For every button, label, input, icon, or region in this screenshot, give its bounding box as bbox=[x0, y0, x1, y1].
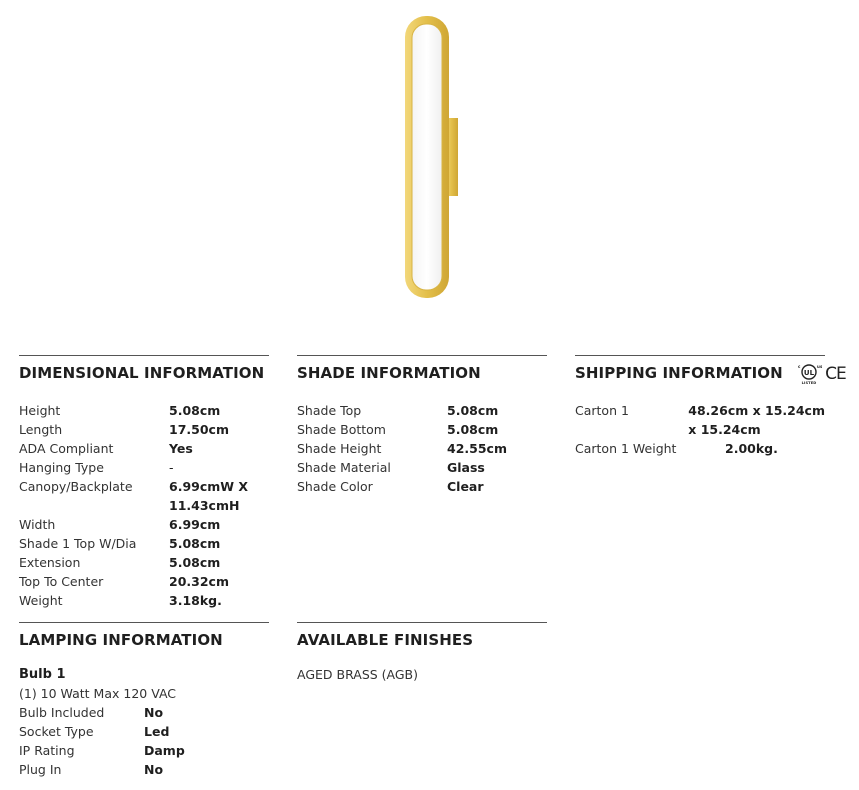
finishes-title: AVAILABLE FINISHES bbox=[297, 631, 474, 649]
dim-row-top-to-center bbox=[19, 572, 269, 591]
lamp-label: Socket Type bbox=[19, 724, 94, 739]
bulb-title: Bulb 1 bbox=[19, 667, 66, 682]
ship-value-line1: 48.26cm x 15.24cm bbox=[688, 403, 825, 418]
dim-row-height bbox=[19, 401, 269, 420]
shade-label: Shade Bottom bbox=[297, 422, 386, 437]
dim-value: 5.08cm bbox=[169, 555, 221, 570]
lamp-label: Bulb Included bbox=[19, 705, 105, 720]
dim-label: Shade 1 Top W/Dia bbox=[19, 536, 137, 551]
dim-row-hanging bbox=[19, 458, 269, 477]
ship-label: Carton 1 Weight bbox=[575, 441, 677, 456]
dim-row-ada bbox=[19, 439, 269, 458]
shade-value: Clear bbox=[447, 479, 484, 494]
dim-row-canopy bbox=[19, 477, 269, 515]
glass-shade bbox=[412, 24, 442, 290]
shade-row bbox=[297, 439, 547, 458]
dimensional-section bbox=[19, 355, 269, 610]
dimensional-title: DIMENSIONAL INFORMATION bbox=[19, 364, 265, 382]
shade-label: Shade Material bbox=[297, 460, 391, 475]
dim-label: Height bbox=[19, 403, 61, 418]
dim-label: Canopy/Backplate bbox=[19, 479, 133, 494]
lamp-value: No bbox=[144, 762, 164, 777]
lamping-section bbox=[19, 622, 269, 779]
ship-label: Carton 1 bbox=[575, 403, 629, 418]
lamp-row bbox=[19, 703, 269, 722]
shade-section bbox=[297, 355, 547, 496]
dim-value-line1: 6.99cmW X bbox=[169, 479, 249, 494]
bulb-description: (1) 10 Watt Max 120 VAC bbox=[19, 686, 177, 701]
lamp-row bbox=[19, 722, 269, 741]
ce-mark-icon: CE bbox=[825, 363, 846, 384]
finish-item: AGED BRASS (AGB) bbox=[297, 667, 419, 682]
ul-listed-text: LISTED bbox=[801, 380, 817, 385]
shade-row bbox=[297, 420, 547, 439]
dim-label: Length bbox=[19, 422, 63, 437]
shade-value: 5.08cm bbox=[447, 403, 499, 418]
dim-row-width bbox=[19, 515, 269, 534]
shade-rows bbox=[297, 401, 547, 496]
shade-title: SHADE INFORMATION bbox=[297, 364, 481, 382]
dim-label: Top To Center bbox=[19, 574, 104, 589]
dim-value: Yes bbox=[169, 441, 193, 456]
dim-value: 5.08cm bbox=[169, 403, 221, 418]
dimensional-rows bbox=[19, 401, 269, 610]
ship-value: 2.00kg. bbox=[725, 441, 778, 456]
dim-label: Width bbox=[19, 517, 56, 532]
ship-row-carton bbox=[575, 401, 825, 439]
shipping-title-line bbox=[575, 362, 846, 385]
product-image bbox=[403, 14, 463, 300]
shade-label: Shade Color bbox=[297, 479, 373, 494]
dim-value: 3.18kg. bbox=[169, 593, 222, 608]
lamping-title: LAMPING INFORMATION bbox=[19, 631, 223, 649]
lamping-rows bbox=[19, 703, 269, 779]
certification-marks bbox=[796, 363, 846, 385]
ul-mark-text: UL bbox=[803, 368, 815, 377]
dim-value: 17.50cm bbox=[169, 422, 229, 437]
shade-value: 5.08cm bbox=[447, 422, 499, 437]
shipping-section bbox=[575, 355, 846, 458]
dim-row-weight bbox=[19, 591, 269, 610]
ship-value bbox=[688, 401, 825, 439]
ship-value-line2: x 15.24cm bbox=[688, 422, 761, 437]
finishes-section bbox=[297, 622, 547, 684]
shade-label: Shade Height bbox=[297, 441, 382, 456]
dim-label: ADA Compliant bbox=[19, 441, 114, 456]
dim-label: Extension bbox=[19, 555, 81, 570]
svg-text:c: c bbox=[798, 363, 801, 369]
shade-label: Shade Top bbox=[297, 403, 362, 418]
dim-value-line2: 11.43cmH bbox=[169, 498, 240, 513]
shade-row bbox=[297, 477, 547, 496]
shipping-rows bbox=[575, 401, 825, 458]
dim-value: 5.08cm bbox=[169, 536, 221, 551]
svg-text:us: us bbox=[817, 363, 823, 369]
dim-value: 6.99cm bbox=[169, 517, 221, 532]
lamp-row bbox=[19, 741, 269, 760]
dim-row-length bbox=[19, 420, 269, 439]
shade-row bbox=[297, 458, 547, 477]
shipping-title: SHIPPING INFORMATION bbox=[575, 364, 783, 382]
dim-label: Hanging Type bbox=[19, 460, 104, 475]
ship-row-weight bbox=[575, 439, 825, 458]
wall-sconce-illustration bbox=[403, 14, 463, 300]
dim-value bbox=[169, 477, 248, 515]
dim-value: - bbox=[169, 460, 174, 475]
lamp-label: IP Rating bbox=[19, 743, 75, 758]
lamp-value: No bbox=[144, 705, 164, 720]
ul-listed-icon bbox=[796, 363, 822, 385]
lamp-label: Plug In bbox=[19, 762, 62, 777]
dim-row-extension bbox=[19, 553, 269, 572]
dim-value: 20.32cm bbox=[169, 574, 229, 589]
lamp-value: Damp bbox=[144, 743, 185, 758]
shade-value: Glass bbox=[447, 460, 485, 475]
dim-label: Weight bbox=[19, 593, 63, 608]
shade-row bbox=[297, 401, 547, 420]
lamp-row bbox=[19, 760, 269, 779]
shade-value: 42.55cm bbox=[447, 441, 507, 456]
lamp-value: Led bbox=[144, 724, 170, 739]
dim-row-shade-top bbox=[19, 534, 269, 553]
